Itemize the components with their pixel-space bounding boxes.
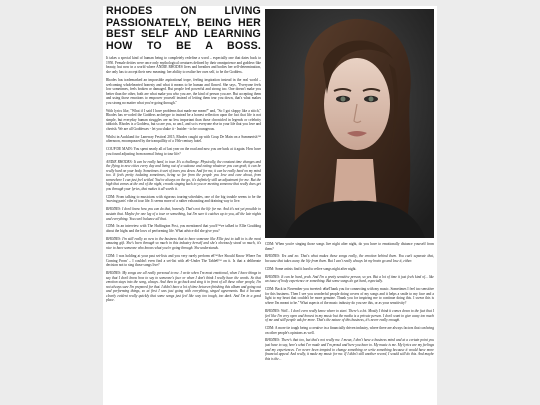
article-paragraph: RHODES: I'm still really so new to the business that to have someone like Ellie just to talk to is the most amazing gift. She's been through so much in this industry herself and she's obviously stood so much, it's nice to have someone who knows what you're going through. She understands. (106, 236, 261, 251)
article-paragraph: CDM: Back in November you tweeted: a€œThank you for connecting with my music. Sometimes I feel too sensitive for this business. Then I see you wonderful people doing covers of my songs and it helps a smile to my face and a light to my heart that couldn't be more genuine. Thank you for inspiring me to continue doing this. I swear this is where I'm meant to be." What aspects of the music industry do you see this, or as your sensitivity? (265, 287, 434, 306)
article-paragraph: RHODES: I don't know how you can do that, honestly. That's not the life for me. And it's not yet possible to sustain that. Maybe for one leg of a tour or something, but I'm sure it catches up to you, all the late nights and everything. You can't balance all that. (106, 207, 261, 221)
left-article-text (106, 56, 261, 302)
article-paragraph: CDM: A more tie tough being a creative in a financially driven industry, where there are always factors that can bring on other people's opinions as well. (265, 326, 434, 335)
article-paragraph: It takes a special kind of human being to completely redefine a word – especially one that dates back to 1950. Female deities were once only mythological creatures defined by their omnipotence and goddess-like beauty, but now in a world where ANDIE RHODES lives and breathes and bodies her self-determination, she only has to accept their new meaning: her ability to realise her own self, to be the Goddess. (106, 56, 261, 75)
headline-line: HOW TO BE A BOSS. (106, 39, 261, 52)
article-paragraph: CDM: In an interview with The Huffington Post, you mentioned that you'd™ve talked to Ellie Goulding about the highs and the lows of performing life. What advice did she give you? (106, 224, 261, 233)
right-column (265, 9, 434, 405)
right-article-text (265, 242, 434, 361)
headline (106, 6, 261, 52)
article-paragraph: ANDIE RHODES: It can be really hard, to tour. It's a challenge. Physically, the constant time changes and the flying to new cities every day and living out of a suitcase and eating whatever you can grab, it can be really hard on your body. Sometimes it sort of tears you down. And for me, it can be really hard on my mind too. It feels pretty isolating sometimes, being so far from the people you love and care about, from somewhere I can just feel settled. You've always on the go, it's definitely still an adjustment for me. But the high that comes at the end of the night, crowds singing back to you or meeting someone that really does get you through your lyrics, that makes it all worth it. (106, 159, 261, 191)
article-paragraph: With lyrics like, "What if I said I have problems that made me mean?" and, "So I got sloppy like a stitch," Rhodes has re-coded the Goddess archetype to instead be a honest reflection upon the fact that life is not simple, but everyday human struggles are no less important than those chronicled in legends or celebrity tabloids. Rhodes is a Goddess, but so are you, so am I, and so is everyone else in your life that you love and cherish. We are all Goddesses - let you shake it - Insider - to be courageous. (106, 108, 261, 131)
article-paragraph: COUP DE MAIN: You spent nearly all of last year on the road and now you are back at it again. How have you found adjusting from normal living to tour life? (106, 147, 261, 156)
article-paragraph: RHODES: My songs are all really personal to me. I write when I'm most emotional, when I have things to say that I don't know how to say to someone's face or when I don't think I really have the words. So that emotion stays into the song, always. And then to go back and sing it in front of all these other people, I'm not always sure I'm prepared for that. I didn't have a lot of time between finishing this album and going out and performing things, so at first I was just going with everything, singed agreements. But it became clearly evident really quickly that some songs just feel like way too tough, too dark. And I'm in a good place. (106, 271, 261, 303)
portrait-photo (265, 9, 434, 238)
article-paragraph: CDM: Some artists find it hard to relive songs night after night. (265, 266, 357, 271)
portrait-illustration (265, 9, 434, 238)
article-paragraph: RHODES: There's that too, but that's not really me. I mean, I don't have a business mind and at a certain point you just have to say, here's what I've made and I'm proud and here you have to. My music is me. My lyrics are my feelings and my experiences. I've never been tempted to change something or write something because it would have more financial appeal. And really, it made my music for me. If I didn't still another record, I would still do this. And maybe this is the... (265, 338, 434, 361)
article-paragraph: Rhodes has trademarked an impossible aspirational trope, feeling inspiration instead in the real world – welcoming wholehearted honesty and what it means to be human and flawed. She says, "Everyone feels low sometimes, feels broken or damaged. But people feel powerful and strong too. One doesn't make you better than the other, both are what make you who you are, the kind of person you are. But accepting them and using those emotions to empower yourself instead of letting them tear you down, that's what makes you strong no matter what you're going through." (106, 77, 261, 105)
headline-line: BEST SELF AND LEARNING (106, 28, 261, 41)
headline-line: RHODES ON LIVING (106, 6, 261, 17)
article-paragraph: RHODES: It can be hard, yeah. And I'm a pretty sensitive person, so yes. But a lot of time it just feels kind of... like an issue of body experience or something. But some songs do get hard, especially. (265, 274, 434, 284)
article-paragraph: Whilst in Auckland for Laneway Festival 2015, Rhodes caught up with Coup De Main on a Summerish™ afternoon, encompassed by the tranquillity of a 19th-century hotel. (106, 134, 261, 144)
article-paragraph: CDM: When you're singing those songs live night after night, do you have to emotionally distance yourself from them? (265, 242, 434, 251)
article-paragraph: RHODES: Yes and no. That's what makes those songs really, the emotion behind them. You can't separate that, because that takes away the life from them. But I can't really always let my brain go and lose it, either. (265, 254, 434, 264)
article-paragraph: CDM: From talking to musicians with rigorous touring-schedules, one of the big trouble seems to be the 'moving parts' vibe of tour life. It seems more of a rather exhausting and draining way to live. (106, 194, 261, 204)
article-paragraph: CDM: I was holding at your past set-lists and you very rarely perform a€™Are Should Know Where I'm Coming From' – I couldn't even find a set-list with a€~Under The Table€™ on it. Is that a deliberate decision not to sing those songs live? (106, 253, 261, 268)
article-paragraph: RHODES: Well... I don't even really know where to start. There's a lot. Mostly I think it comes down to the fact that I feel like I'm very open and honest in my music but the media is a private person. I don't want to give away too much of me and still people ask for more. That's the nature of this business, it's never really enough. (265, 308, 434, 323)
article-page (103, 6, 437, 405)
headline-line: PASSIONATELY, BEING HER (106, 16, 261, 29)
left-column (106, 6, 261, 405)
